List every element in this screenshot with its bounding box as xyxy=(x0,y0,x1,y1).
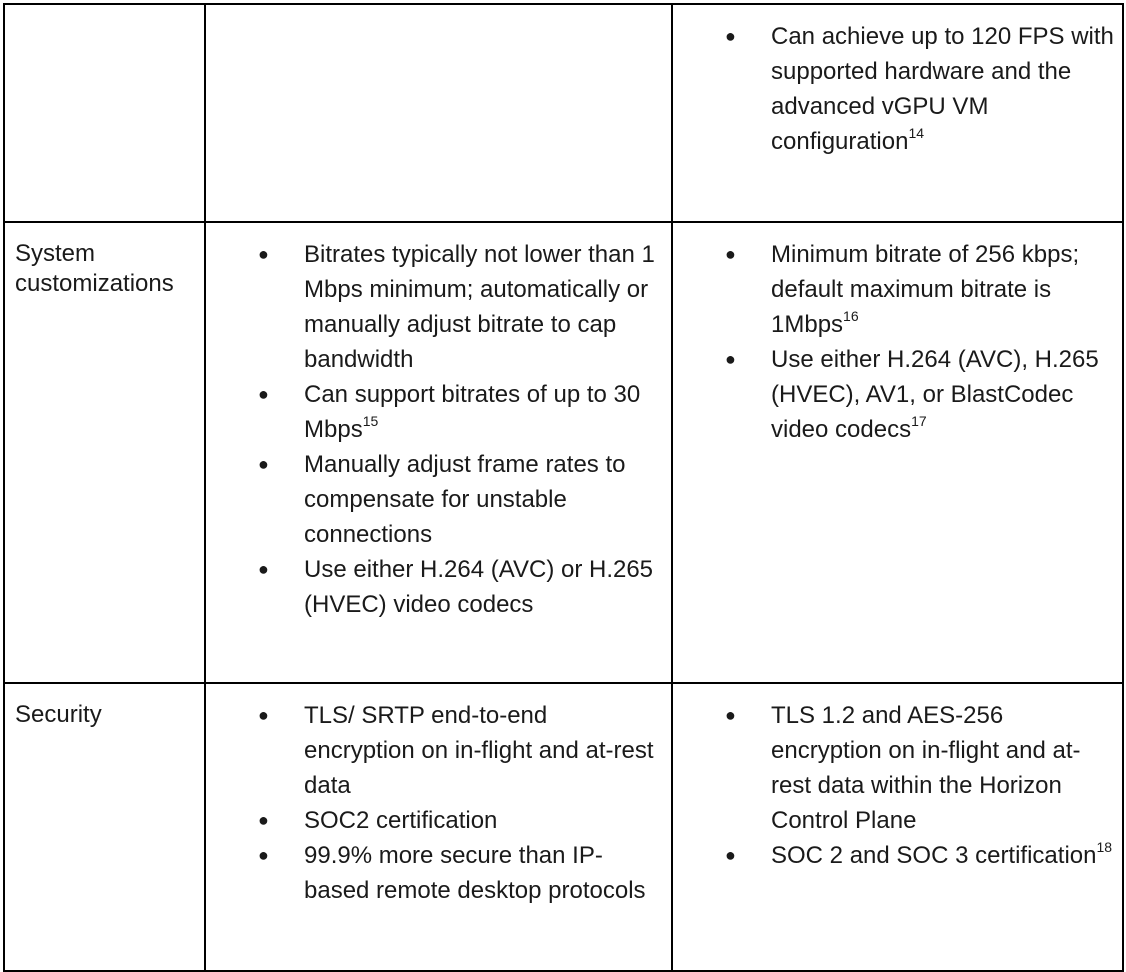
footnote-ref[interactable]: 14 xyxy=(908,125,925,141)
right-cell xyxy=(672,222,1123,683)
bullet-icon: ● xyxy=(725,349,736,369)
bullet-icon: ● xyxy=(258,384,269,404)
list-item xyxy=(673,838,1122,873)
bullet-list xyxy=(206,237,671,622)
list-item xyxy=(673,698,1122,838)
item-text: Can achieve up to 120 FPS with supported hardware and the advanced vGPU VM configuration xyxy=(771,23,1114,155)
row-label-cell xyxy=(4,222,205,683)
list-item xyxy=(206,838,671,908)
table-row xyxy=(4,683,1123,971)
row-label-cell xyxy=(4,683,205,971)
bullet-icon: ● xyxy=(258,559,269,579)
item-text: TLS 1.2 and AES-256 encryption on in-flight and at-rest data within the Horizon Control Plane xyxy=(771,702,1081,834)
row-label: System customizations xyxy=(15,240,174,297)
bullet-icon: ● xyxy=(258,810,269,830)
footnote-ref[interactable]: 15 xyxy=(362,413,379,429)
list-item xyxy=(673,19,1122,159)
item-text: Bitrates typically not lower than 1 Mbps minimum; automatically or manually adjust bitrate to cap bandwidth xyxy=(304,241,655,373)
row-label: Security xyxy=(15,701,102,728)
left-cell xyxy=(205,222,672,683)
bullet-icon: ● xyxy=(725,845,736,865)
footnote-ref[interactable]: 18 xyxy=(1096,839,1113,855)
bullet-list xyxy=(673,19,1122,159)
table-row xyxy=(4,222,1123,683)
item-text: Minimum bitrate of 256 kbps; default maximum bitrate is 1Mbps xyxy=(771,241,1080,338)
list-item xyxy=(206,698,671,803)
row-label-cell xyxy=(4,4,205,222)
bullet-list xyxy=(673,237,1122,447)
list-item xyxy=(673,237,1122,342)
bullet-list xyxy=(673,698,1122,873)
list-item xyxy=(206,447,671,552)
bullet-icon: ● xyxy=(725,26,736,46)
bullet-list xyxy=(206,698,671,908)
item-text: Use either H.264 (AVC), H.265 (HVEC), AV1, or BlastCodec video codecs xyxy=(771,346,1099,443)
list-item xyxy=(206,237,671,377)
item-text: SOC2 certification xyxy=(304,807,498,834)
bullet-icon: ● xyxy=(725,705,736,725)
list-item xyxy=(206,803,671,838)
right-cell xyxy=(672,683,1123,971)
comparison-table xyxy=(3,3,1124,972)
bullet-icon: ● xyxy=(258,454,269,474)
table-row xyxy=(4,4,1123,222)
right-cell xyxy=(672,4,1123,222)
item-text: Use either H.264 (AVC) or H.265 (HVEC) video codecs xyxy=(304,556,654,618)
item-text: SOC 2 and SOC 3 certification xyxy=(771,842,1097,869)
list-item xyxy=(206,377,671,447)
bullet-icon: ● xyxy=(725,244,736,264)
list-item xyxy=(206,552,671,622)
item-text: Can support bitrates of up to 30 Mbps xyxy=(304,381,641,443)
bullet-icon: ● xyxy=(258,845,269,865)
item-text: TLS/ SRTP end-to-end encryption on in-flight and at-rest data xyxy=(304,702,654,799)
left-cell xyxy=(205,4,672,222)
bullet-icon: ● xyxy=(258,705,269,725)
footnote-ref[interactable]: 17 xyxy=(911,413,927,429)
item-text: Manually adjust frame rates to compensate for unstable connections xyxy=(304,451,626,548)
list-item xyxy=(673,342,1122,447)
footnote-ref[interactable]: 16 xyxy=(843,308,859,324)
left-cell xyxy=(205,683,672,971)
item-text: 99.9% more secure than IP-based remote desktop protocols xyxy=(304,842,646,904)
bullet-icon: ● xyxy=(258,244,269,264)
